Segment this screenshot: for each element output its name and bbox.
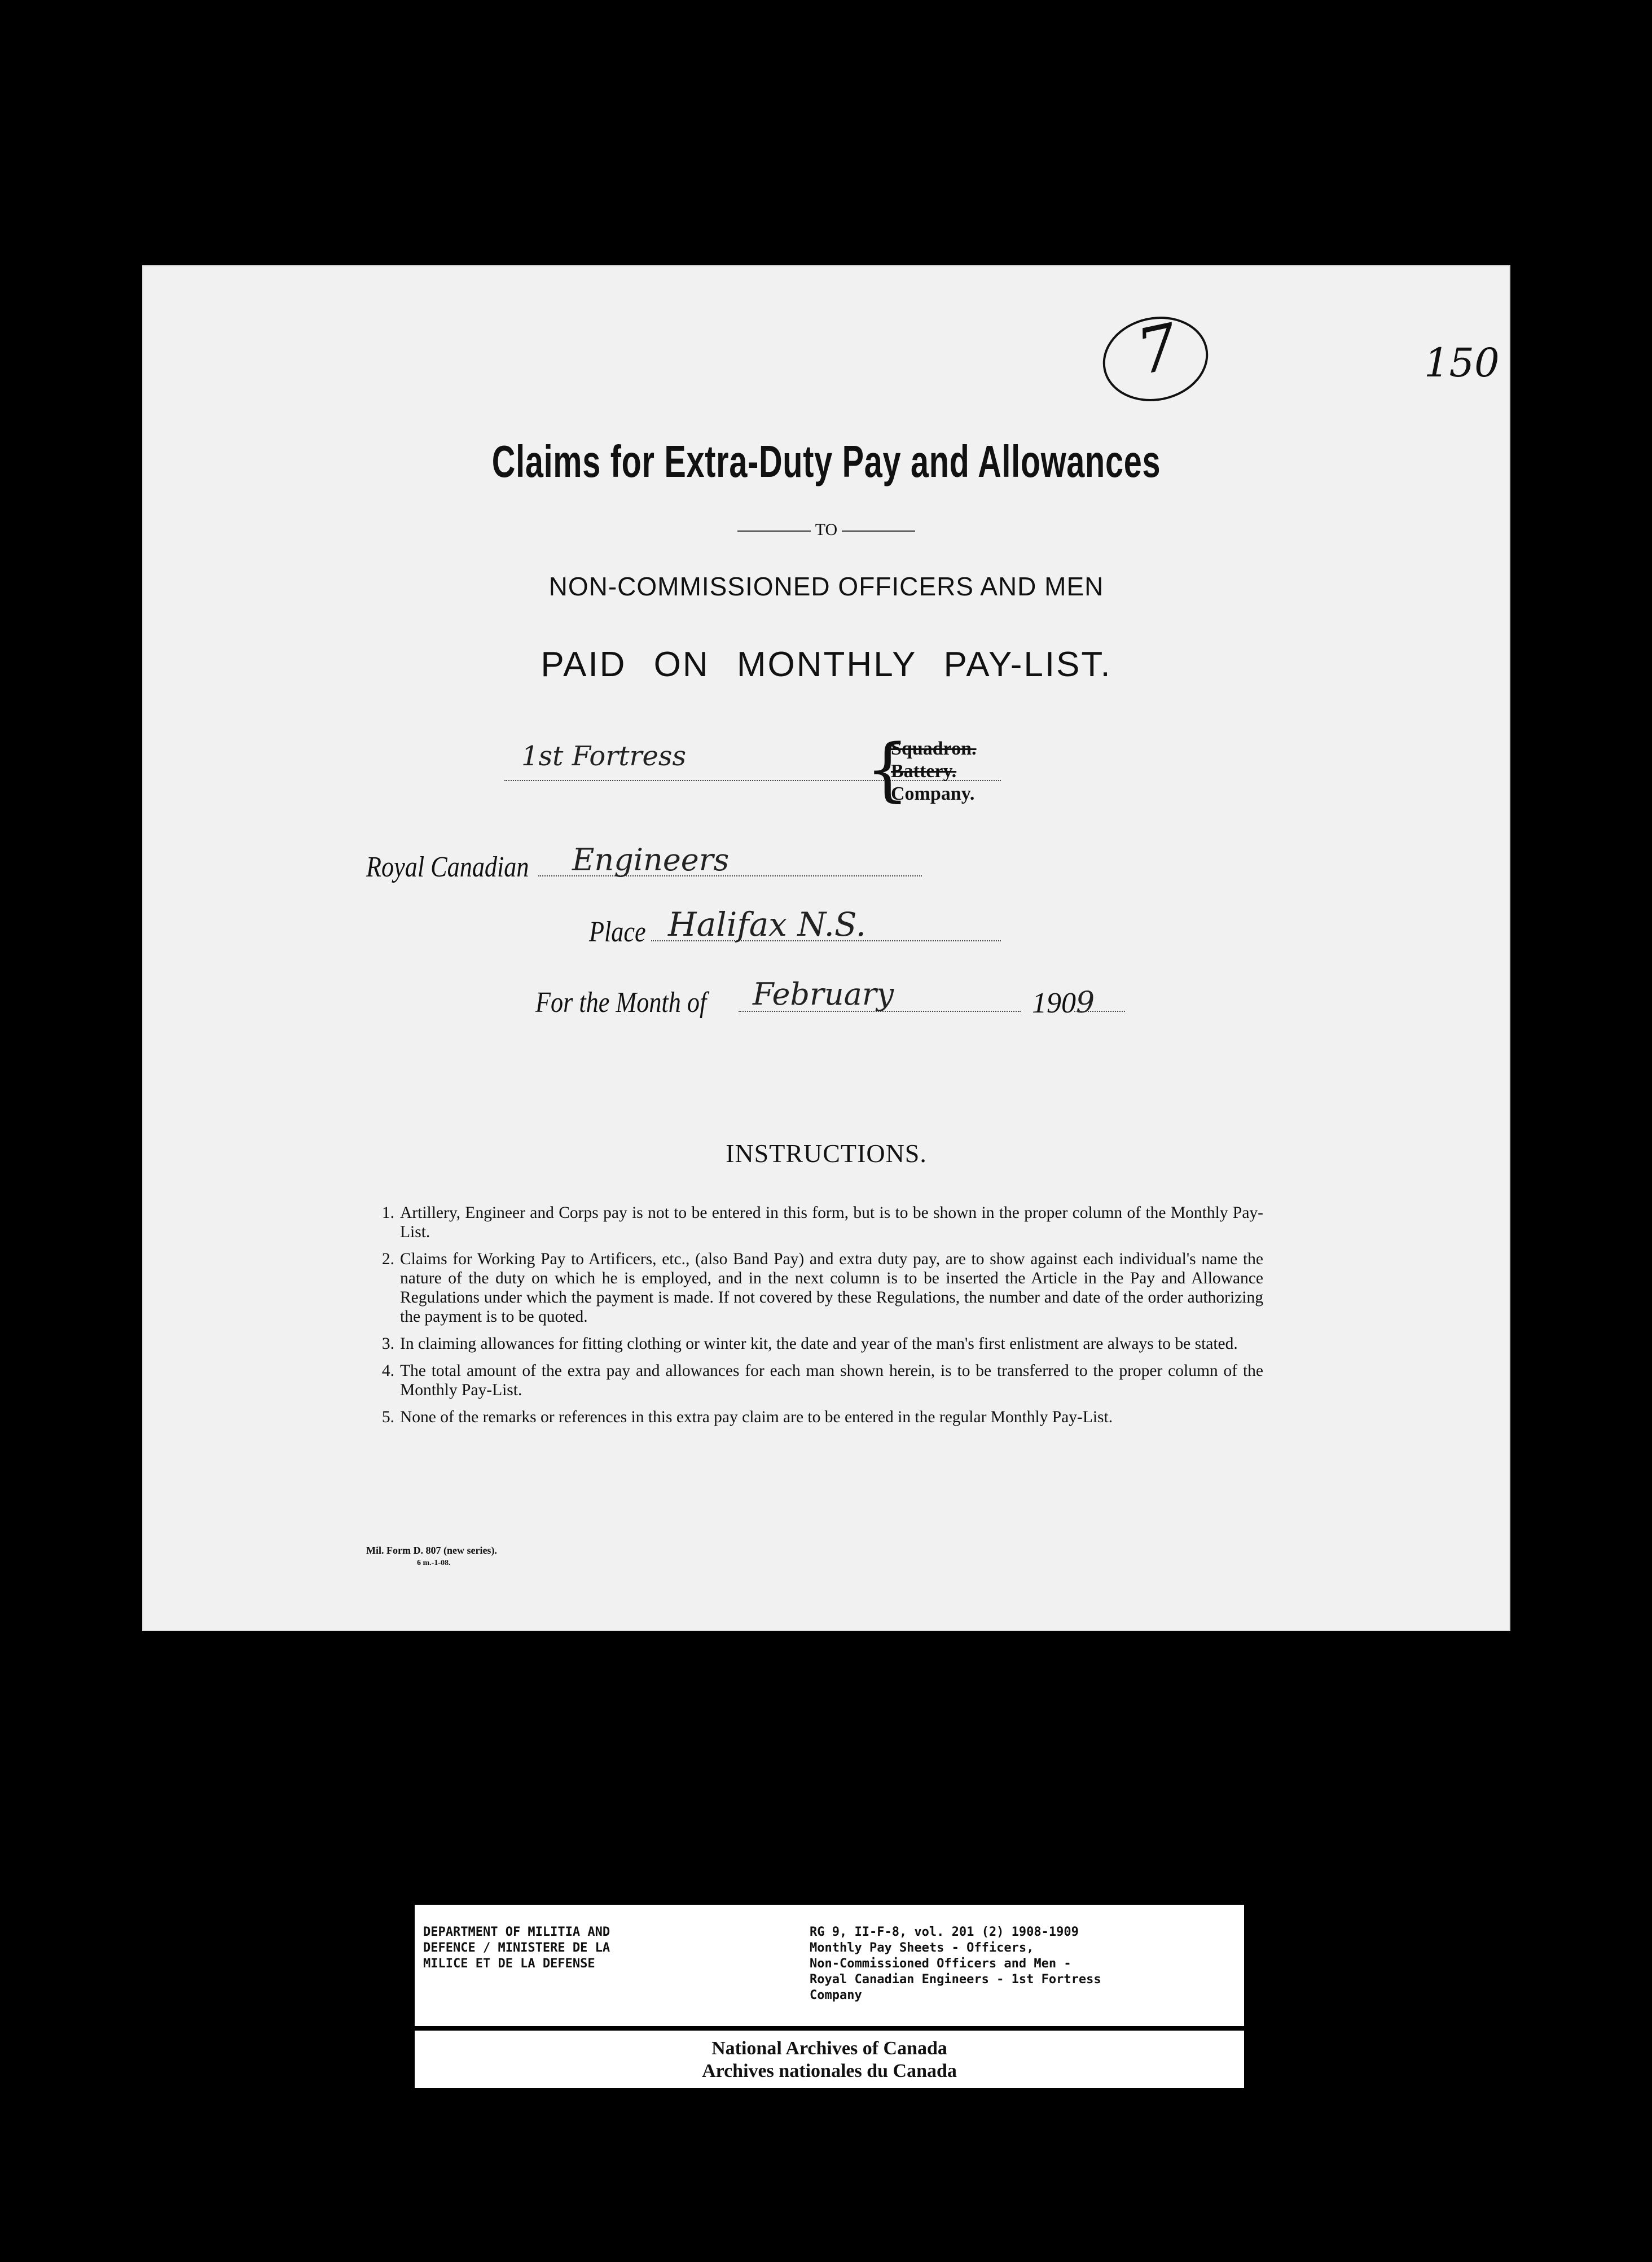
instruction-number: 2. — [381, 1250, 394, 1268]
unit-brace-icon: { — [865, 729, 910, 809]
instruction-text: The total amount of the extra pay and allowances for each man shown herein, is to be transferred to the proper column of the Monthly Pay-List. — [400, 1362, 1263, 1399]
archives-name-fr: Archives nationales du Canada — [702, 2061, 957, 2081]
instruction-item — [372, 1334, 1263, 1353]
instruction-item — [372, 1408, 1263, 1427]
instruction-number: 4. — [381, 1362, 394, 1380]
form-print-code: 6 m.-1-08. — [417, 1559, 451, 1567]
reference-line: Monthly Pay Sheets - Officers, — [810, 1941, 1034, 1955]
place-label: Place — [589, 916, 646, 948]
to-divider — [143, 520, 1509, 540]
department-block — [423, 1925, 739, 1972]
year-suffix: 9 — [1076, 986, 1095, 1020]
royal-canadian-value: Engineers — [572, 842, 730, 878]
archive-reference-label — [415, 1905, 1244, 2026]
to-label: TO — [815, 520, 838, 539]
department-line: DEFENCE / MINISTERE DE LA — [423, 1941, 610, 1955]
instruction-number: 5. — [381, 1408, 394, 1426]
place-value: Halifax N.S. — [668, 905, 867, 944]
archives-name-en: National Archives of Canada — [711, 2038, 947, 2059]
reference-line: RG 9, II-F-8, vol. 201 (2) 1908-1909 — [810, 1925, 1079, 1939]
paid-heading: PAID ON MONTHLY PAY-LIST. — [541, 645, 1112, 684]
instruction-text: In claiming allowances for fitting clothing or winter kit, the date and year of the man's first enlistment are always to be stated. — [400, 1335, 1238, 1353]
archives-name-label — [415, 2031, 1244, 2088]
department-line: MILICE ET DE LA DEFENSE — [423, 1957, 595, 1971]
divider-line-right — [842, 531, 915, 532]
year-prefix: 190 — [1032, 987, 1076, 1019]
instruction-item — [372, 1203, 1263, 1242]
instruction-number: 3. — [381, 1335, 394, 1353]
divider-line-left — [737, 531, 811, 532]
reference-line: Non-Commissioned Officers and Men - — [810, 1957, 1071, 1971]
year-field-text — [1032, 986, 1095, 1020]
instructions-heading: INSTRUCTIONS. — [726, 1139, 927, 1168]
reference-line: Company — [810, 1988, 862, 2002]
instruction-item — [372, 1250, 1263, 1326]
instruction-text: Claims for Working Pay to Artificers, etc., (also Band Pay) and extra duty pay, are to show against each individual's name the nature of the duty on which he is employed, and in the next column is to be inserted the Article in the Pay and Allowance Regulations under which the payment is made. If not covered by these Regulations, the number and date of the order authorizing the payment is to be quoted. — [400, 1250, 1263, 1326]
reference-block — [810, 1925, 1238, 2004]
folio-number: 150 — [1424, 340, 1500, 386]
circled-number: 7 — [1130, 310, 1185, 389]
unit-value: 1st Fortress — [521, 740, 687, 772]
reference-line: Royal Canadian Engineers - 1st Fortress — [810, 1972, 1101, 1987]
form-title: Claims for Extra-Duty Pay and Allowances — [491, 436, 1161, 486]
royal-canadian-label: Royal Canadian — [366, 851, 529, 883]
instruction-text: None of the remarks or references in this extra pay claim are to be entered in the regular Monthly Pay-List. — [400, 1408, 1113, 1426]
instruction-number: 1. — [381, 1204, 394, 1222]
form-sheet — [142, 265, 1510, 1631]
unit-option-battery: Battery. — [891, 761, 957, 782]
month-value: February — [753, 976, 894, 1012]
unit-option-company: Company. — [891, 783, 975, 804]
year-field — [1074, 1009, 1125, 1012]
unit-options — [891, 738, 977, 805]
instruction-item — [372, 1361, 1263, 1400]
instruction-text: Artillery, Engineer and Corps pay is not to be entered in this form, but is to be shown in the proper column of the Monthly Pay-List. — [400, 1204, 1263, 1241]
unit-option-squadron: Squadron. — [891, 738, 977, 759]
form-number: Mil. Form D. 807 (new series). — [366, 1545, 497, 1556]
department-line: DEPARTMENT OF MILITIA AND — [423, 1925, 610, 1939]
form-subtitle: NON-COMMISSIONED OFFICERS AND MEN — [548, 572, 1104, 601]
instructions-list — [372, 1203, 1263, 1435]
circled-number-mark — [1095, 307, 1216, 411]
month-label: For the Month of — [535, 987, 707, 1019]
